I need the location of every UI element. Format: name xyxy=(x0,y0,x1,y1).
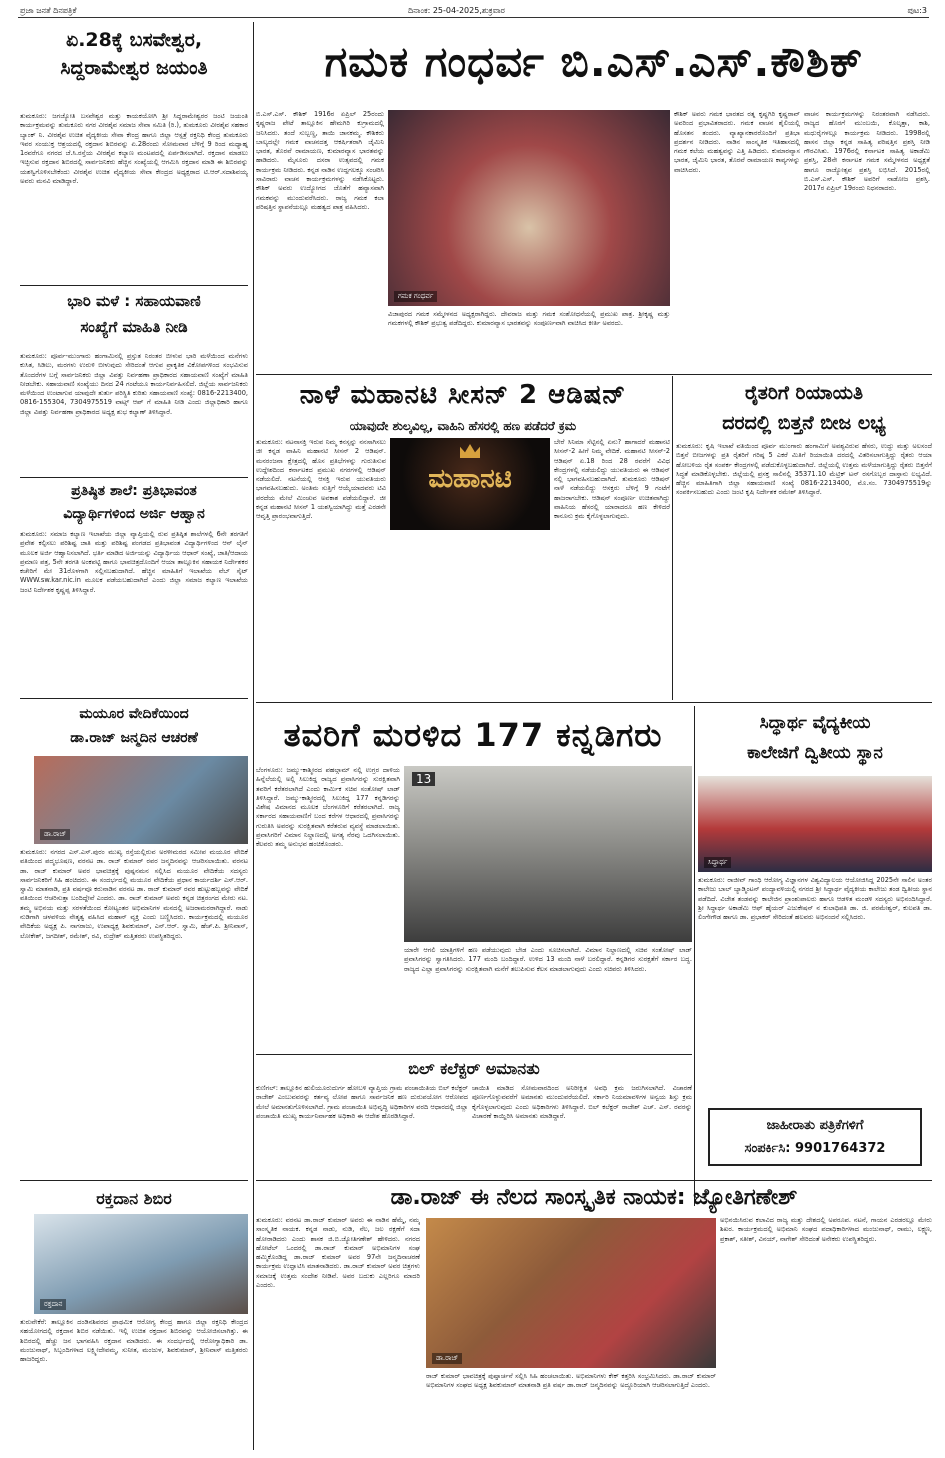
divider xyxy=(20,477,248,478)
school-body: ತುಮಕೂರು: ಸಮಾಜ ಕಲ್ಯಾಣ ಇಲಾಖೆಯ ಜಿಲ್ಲಾ ವ್ಯಾಪ್ತಿಯಲ್ಲಿ ರುವ ಪ್ರತಿಷ್ಠಿತ ಶಾಲೆಗಳಲ್ಲಿ 6ನೇ ತರಗತಿಗೆ ಪ್ರವೇಶ ಕಲ್ಪಿಸಲು ಪರಿಶಿಷ್ಟ ಜಾತಿ ಮತ್ತು ಪರಿಶಿಷ್ಟ ಪಂಗಡದ ಪ್ರತಿಭಾವಂತ ವಿದ್ಯಾರ್ಥಿಗಳಿಂದ ಆನ್ ಲೈನ್ ಮೂಲಕ ಅರ್ಜಿ ಆಹ್ವಾನಿಸಲಾಗಿದೆ. ಭರ್ತಿ ಮಾಡಿದ ಅರ್ಜಿಯನ್ನು ವಿದ್ಯಾರ್ಥಿಯ ಆಧಾರ್ ಸಂಖ್ಯೆ, ಜಾತಿ/ಆದಾಯ ಪ್ರಮಾಣ ಪತ್ರ, 5ನೇ ತರಗತಿ ಅಂಕಪಟ್ಟಿ ಹಾಗೂ ಭಾವಚಿತ್ರದೊಂದಿಗೆ ಆಯಾ ತಾಲ್ಲೂಕಿನ ಸಹಾಯಕ ನಿರ್ದೇಶಕರ ಕಚೇರಿಗೆ ಮೇ 31ರೊಳಗಾಗಿ ಸಲ್ಲಿಸಬಹುದಾಗಿದೆ. ಹೆಚ್ಚಿನ ಮಾಹಿತಿಗೆ ಇಲಾಖೆಯ ವೆಬ್ ಸೈಟ್ WWW.sw.kar.nic.in ಮೂಲಕ ಪಡೆಯಬಹುದಾಗಿದೆ ಎಂದು ಜಿಲ್ಲಾ ಸಮಾಜ ಕಲ್ಯಾಣ ಇಲಾಖೆಯ ಜಂಟಿ ನಿರ್ದೇಶಕ ಕೃಷ್ಣಪ್ಪ ತಿಳಿಸಿದ್ದಾರೆ. xyxy=(20,530,248,594)
school-title-line2: ವಿದ್ಯಾರ್ಥಿಗಳಿಂದ ಅರ್ಜಿ ಆಹ್ವಾನ xyxy=(63,506,205,522)
mayura-title-line2: ಡಾ.ರಾಜ್ ಜನ್ಮದಿನ ಆಚರಣೆ xyxy=(70,730,198,746)
column-rule xyxy=(694,706,695,1206)
gamaka-headline: ಗಮಕ ಗಂಧರ್ವ ಬಿ.ಎಸ್.ಎಸ್.ಕೌಶಿಕ್ xyxy=(324,37,864,86)
divider xyxy=(20,285,248,286)
mayura-title-line1: ಮಯೂರ ವೇದಿಕೆಯಿಂದ xyxy=(79,706,189,722)
divider xyxy=(256,374,932,375)
blood-body: ತುರುವೇಕೆರೆ: ತಾಲ್ಲೂಕಿನ ದಂಡಿನಶಿವರದ ಪ್ರಾಥಮಿಕ ಆರೋಗ್ಯ ಕೇಂದ್ರ ಹಾಗೂ ಜಿಲ್ಲಾ ರಕ್ತನಿಧಿ ಕೇಂದ್ರದ ಸಹಯೋಗದಲ್ಲಿ ರಕ್ತದಾನ ಶಿಬಿರ ನಡೆಯಿತು. ಇಲ್ಲಿ ಉಚಿತ ರಕ್ತದಾನ ಶಿಬಿರವನ್ನು ಆಯೋಜಿಸಲಾಗಿತ್ತು. ಈ ಶಿಬಿರದಲ್ಲಿ ಹೆಚ್ಚು ಜನ ಭಾಗವಹಿಸಿ ರಕ್ತದಾನ ಮಾಡಿದರು. ಈ ಸಂದರ್ಭದಲ್ಲಿ ಆರೋಗ್ಯಾಧಿಕಾರಿ ಡಾ. ಮಂಜುನಾಥ್, ಸಿಬ್ಬಂದಿಗಳಾದ ಲಕ್ಷ್ಮೀದೇವಮ್ಮ, ಸುನೀತ, ಮಂಜುಳ, ಶಿವಕುಮಾರ್, ಶ್ರೀನಿವಾಸ್ ಮತ್ತಿತರರು ಹಾಜರಿದ್ದರು. xyxy=(20,1318,248,1364)
basava-headline xyxy=(20,26,248,106)
mahanati-subheadline: ಯಾವುದೇ ಶುಲ್ಕವಿಲ್ಲ, ವಾಹಿನಿ ಹೆಸರಲ್ಲಿ ಹಣ ಪಡೆದರೆ ಕ್ರಮ xyxy=(349,419,577,433)
mayura-headline xyxy=(20,702,248,752)
collector-headline: ಬಿಲ್ ಕಲೆಕ್ಟರ್ ಅಮಾನತು xyxy=(408,1059,540,1078)
jyoti-headline: ಡಾ.ರಾಜ್ ಈ ನೆಲದ ಸಾಂಸ್ಕೃತಿಕ ನಾಯಕ: ಜ್ಯೋತಿಗಣೇಶ್ xyxy=(390,1185,798,1210)
gamaka-col4: ವಾಚನ ಕಾರ್ಯಕ್ರಮಗಳನ್ನು ನಿರಂತರವಾಗಿ ನಡೆಸಿದರು. ರಾಜ್ಯದ ಹೊರಗೆ ಮುಂಬಯಿ, ಕೊಲ್ಕತ್ತಾ, ಕಾಶಿ, ಮಧುರೈಗಳಲ್ಲೂ ಕಾರ್ಯಕ್ರಮ ನೀಡಿದರು. 1998ರಲ್ಲಿ ಹಾಸನ ಜಿಲ್ಲಾ ಕನ್ನಡ ಸಾಹಿತ್ಯ ಪರಿಷತ್ತಿನ ಪ್ರಶಸ್ತಿ ನೀಡಿ ಗೌರವಿಸಿತು. 1976ರಲ್ಲಿ ಕರ್ನಾಟಕ ಸಾಹಿತ್ಯ ಅಕಾಡೆಮಿ ಪ್ರಶಸ್ತಿ, 28ನೇ ಕರ್ನಾಟಕ ಗಮಕ ಸಮ್ಮೇಳನದ ಅಧ್ಯಕ್ಷತೆ ಹಾಗೂ ರಾಜ್ಯೋತ್ಸವ ಪ್ರಶಸ್ತಿ ಲಭಿಸಿದೆ. 2015ರಲ್ಲಿ ಬಿ.ಎಸ್.ಎಸ್. ಕೌಶಿಕ್ ಅವರಿಗೆ ನಾಡೋಜ ಪ್ರಶಸ್ತಿ. 2017ರ ಏಪ್ರಿಲ್ 19ರಂದು ನಿಧನರಾದರು. xyxy=(804,110,930,193)
basava-title-line2: ಸಿದ್ದರಾಮೇಶ್ವರ ಜಯಂತಿ xyxy=(60,57,208,79)
mahanati-logo-image xyxy=(390,438,550,530)
mayura-photo-caption: ಡಾ.ರಾಜ್ xyxy=(40,829,70,840)
mahanati-col1: ತುಮಕೂರು: ನಟನಾಸಕ್ತಿ ಇರುವ ನಿಮ್ಮ ಕನಸ್ಸನ್ನು ನನಸಾಗಿಸಲು ಜೀ ಕನ್ನಡ ವಾಹಿನಿ ಮಹಾನಟಿ ಸೀಸನ್ 2 ಆಡಿಷನ್. ಮನರಂಜನಾ ಕ್ಷೇತ್ರದಲ್ಲಿ ಹೊಸ ಪ್ರತಿಭೆಗಳನ್ನು ಗುರುತಿಸುವ ಉದ್ದೇಶದಿಂದ ಕರ್ನಾಟಕದ ಪ್ರಮುಖ ನಗರಗಳಲ್ಲಿ ಆಡಿಷನ್ ನಡೆಯಲಿದೆ. ನಟನೆಯಲ್ಲಿ ಆಸಕ್ತಿ ಇರುವ ಯುವತಿಯರು ಭಾಗವಹಿಸಬಹುದು. ಅಂತಿಮ ಸುತ್ತಿಗೆ ಆಯ್ಕೆಯಾದವರು ಟಿವಿ ಪರದೆಯ ಮೇಲೆ ಮಿಂಚುವ ಅವಕಾಶ ಪಡೆಯಲಿದ್ದಾರೆ. ಜೀ ಕನ್ನಡ ಮಹಾನಟಿ ಸೀಸನ್ 1 ಯಶಸ್ವಿಯಾಗಿದ್ದು ಮತ್ತೆ ಎರಡನೇ ಆವೃತ್ತಿ ಪ್ರಾರಂಭವಾಗುತ್ತಿದೆ. xyxy=(256,438,386,521)
kannadigas-col1: ಬೆಂಗಳೂರು: ಜಮ್ಮು-ಕಾಶ್ಮೀರದ ಪಹಲ್ಗಾಮ್ ನಲ್ಲಿ ಉಗ್ರರ ದಾಳಿಯ ಹಿನ್ನೆಲೆಯಲ್ಲಿ ಅಲ್ಲಿ ಸಿಲುಕಿದ್ದ ರಾಜ್ಯದ ಪ್ರವಾಸಿಗರನ್ನು ಸುರಕ್ಷಿತವಾಗಿ ತವರಿಗೆ ಕರೆತರಲಾಗಿದೆ ಎಂದು ಕಾರ್ಮಿಕ ಸಚಿವ ಸಂತೋಷ್ ಲಾಡ್ ತಿಳಿಸಿದ್ದಾರೆ. ಜಮ್ಮು-ಕಾಶ್ಮೀರದಲ್ಲಿ ಸಿಲುಕಿದ್ದ 177 ಕನ್ನಡಿಗರನ್ನು ವಿಶೇಷ ವಿಮಾನದ ಮೂಲಕ ಬೆಂಗಳೂರಿಗೆ ಕರೆತರಲಾಗಿದೆ. ರಾಜ್ಯ ಸರ್ಕಾರದ ಸಹಾಯವಾಣಿಗೆ ಬಂದ ಕರೆಗಳ ಆಧಾರದಲ್ಲಿ ಪ್ರವಾಸಿಗರನ್ನು ಗುರುತಿಸಿ ಅವರನ್ನು ಸುರಕ್ಷಿತವಾಗಿ ಕರೆತರುವ ವ್ಯವಸ್ಥೆ ಮಾಡಲಾಯಿತು. ಪ್ರವಾಸಿಗರಿಗೆ ವಿಮಾನ ನಿಲ್ದಾಣದಲ್ಲಿ ಅಗತ್ಯ ನೆರವು ಒದಗಿಸಲಾಯಿತು. ಕೆಲವರು ತಮ್ಮ ಅನುಭವ ಹಂಚಿಕೊಂಡರು. xyxy=(256,766,400,849)
basava-title-line1: ಏ.28ಕ್ಕೆ ಬಸವೇಶ್ವರ, xyxy=(65,29,203,51)
gamaka-photo xyxy=(388,110,670,306)
gate-number: 13 xyxy=(412,772,435,786)
column-rule xyxy=(253,22,254,1450)
siddhartha-headline xyxy=(698,708,932,772)
siddhartha-photo-caption: ಸಿದ್ಧಾರ್ಥ xyxy=(704,857,731,868)
siddhartha-body: ತುಮಕೂರು: ರಾಜೀವ್ ಗಾಂಧಿ ಆರೋಗ್ಯ ವಿಜ್ಞಾನಗಳ ವಿಶ್ವವಿದ್ಯಾಲಯ ಆಯೋಜಿಸಿದ್ದ 2025ನೇ ಸಾಲಿನ ಅಂತರ ಕಾಲೇಜು ಬಾಲ್ ಬ್ಯಾಡ್ಮಿಂಟನ್ ಪಂದ್ಯಾವಳಿಯಲ್ಲಿ ನಗರದ ಶ್ರೀ ಸಿದ್ಧಾರ್ಥ ವೈದ್ಯಕೀಯ ಕಾಲೇಜು ತಂಡ ದ್ವಿತೀಯ ಸ್ಥಾನ ಪಡೆದಿದೆ. ವಿಜೇತ ತಂಡವನ್ನು ಕಾಲೇಜಿನ ಪ್ರಾಂಶುಪಾಲರು ಹಾಗೂ ಆಡಳಿತ ಮಂಡಳಿ ಸದಸ್ಯರು ಅಭಿನಂದಿಸಿದ್ದಾರೆ. ಶ್ರೀ ಸಿದ್ಧಾರ್ಥ ಅಕಾಡೆಮಿ ಆಫ್ ಹೈಯರ್ ಎಜುಕೇಷನ್ ನ ಕುಲಾಧಿಪತಿ ಡಾ. ಜಿ. ಪರಮೇಶ್ವರ್, ಕುಲಪತಿ ಡಾ. ಲಿಂಗೇಗೌಡ ಹಾಗೂ ಡಾ. ಪ್ರಭಾಕರ್ ಸೇರಿದಂತೆ ಹಲವರು ಅಭಿನಂದನೆ ಸಲ್ಲಿಸಿದರು. xyxy=(698,876,932,922)
rain-title-line2: ಸಂಖ್ಯೆಗೆ ಮಾಹಿತಿ ನೀಡಿ xyxy=(80,318,188,336)
seed-body: ತುಮಕೂರು: ಕೃಷಿ ಇಲಾಖೆ ವತಿಯಿಂದ ಪೂರ್ವ ಮುಂಗಾರು ಹಂಗಾಮಿಗೆ ಅವಶ್ಯವಿರುವ ಹೆಸರು, ಉದ್ದು ಮತ್ತು ಅಲಸಂದೆ ಬಿತ್ತನೆ ಬೀಜಗಳನ್ನು ಪ್ರತಿ ರೈತರಿಗೆ ಗರಿಷ್ಠ 5 ಎಕರೆ ಮಿತಿಗೆ ರಿಯಾಯಿತಿ ದರದಲ್ಲಿ ವಿತರಿಸಲಾಗುತ್ತಿದ್ದು ರೈತರು ಆಯಾ ಹೋಬಳಿಯ ರೈತ ಸಂಪರ್ಕ ಕೇಂದ್ರಗಳಲ್ಲಿ ಪಡೆದುಕೊಳ್ಳಬಹುದಾಗಿದೆ. ಜಿಲ್ಲೆಯಲ್ಲಿ ಉತ್ತಮ ಮಳೆಯಾಗುತ್ತಿದ್ದು ರೈತರು ಬಿತ್ತನೆಗೆ ಸಿದ್ಧತೆ ಮಾಡಿಕೊಳ್ಳಬೇಕು. ಜಿಲ್ಲೆಯಲ್ಲಿ ಪ್ರಸಕ್ತ ಸಾಲಿನಲ್ಲಿ 35371.10 ಮೆಟ್ರಿಕ್ ಟನ್ ರಸಗೊಬ್ಬರ ದಾಸ್ತಾನು ಲಭ್ಯವಿದೆ. ಹೆಚ್ಚಿನ ಮಾಹಿತಿಗಾಗಿ ಜಿಲ್ಲಾ ಸಹಾಯವಾಣಿ ಸಂಖ್ಯೆ 0816-2213400, ಮೊ.ಸಂ. 7304975519ನ್ನು ಸಂಪರ್ಕಿಸಬಹುದು ಎಂದು ಜಂಟಿ ಕೃಷಿ ನಿರ್ದೇಶಕ ರಮೇಶ್ ತಿಳಿಸಿದ್ದಾರೆ. xyxy=(676,442,932,497)
rain-headline xyxy=(20,288,248,346)
basava-body: ತುಮಕೂರು: ಜಗಜ್ಯೋತಿ ಬಸವೇಶ್ವರ ಮತ್ತು ಕಾಯಕಯೋಗಿ ಶ್ರೀ ಸಿದ್ದರಾಮೇಶ್ವರರ ಜಂಟಿ ಜಯಂತಿ ಕಾರ್ಯಕ್ರಮವನ್ನು ತುಮಕೂರು ನಗರ ವೀರಶೈವ ಸಮಾಜ ಸೇವಾ ಸಮಿತಿ (ರಿ.), ತುಮಕೂರು ವೀರಶೈವ ಸಹಕಾರ ಬ್ಯಾಂಕ್ ನಿ. ವೀರಶೈವ ಉಚಿತ ವೈದ್ಯಕೀಯ ಸೇವಾ ಕೇಂದ್ರ ಹಾಗೂ ಜಿಲ್ಲಾ ಆಸ್ಪತ್ರೆ ರಕ್ತನಿಧಿ ಕೇಂದ್ರ ತುಮಕೂರು ಇವರ ಸಂಯುಕ್ತ ಆಶ್ರಯದಲ್ಲಿ ರಕ್ತದಾನ ಶಿಬಿರವನ್ನು ಏ.28ರಂದು ಸೋಮವಾರ ಬೆಳಿಗ್ಗೆ 9 ರಿಂದ ಮಧ್ಯಾಹ್ನ 1ರವರೆಗೂ ನಗರದ ಜೆ.ಸಿ.ರಸ್ತೆಯ ವೀರಶೈವ ಕಲ್ಯಾಣ ಮಂಟಪದಲ್ಲಿ ಏರ್ಪಡಿಸಲಾಗಿದೆ. ರಕ್ತದಾನ ಮಾಡಲು ಇಚ್ಛಿಸುವ ರಕ್ತದಾನ ಶಿಬಿರದಲ್ಲಿ ಸಾರ್ವಜನಿಕರು ಹೆಚ್ಚಿನ ಸಂಖ್ಯೆಯಲ್ಲಿ ಆಗಮಿಸಿ ರಕ್ತದಾನ ಮಾಡಿ ಈ ಶಿಬಿರವನ್ನು ಯಶಸ್ವಿಗೊಳಿಸಬೇಕೆಂದು ವೀರಶೈವ ಉಚಿತ ವೈದ್ಯಕೀಯ ಸೇವಾ ಕೇಂದ್ರದ ಅಧ್ಯಕ್ಷರಾದ ಟಿ.ಆರ್.ಸದಾಶಿವಯ್ಯ ಅವರು ಮನವಿ ಮಾಡಿದ್ದಾರೆ. xyxy=(20,112,248,186)
kannadigas-headline: ತವರಿಗೆ ಮರಳಿದ 177 ಕನ್ನಡಿಗರು xyxy=(283,716,663,754)
seed-title-line2: ದರದಲ್ಲಿ ಬಿತ್ತನೆ ಬೀಜ ಲಭ್ಯ xyxy=(722,412,886,434)
kannadigas-col2: ಯಾರೇ ಆಗಲಿ ಯಾತ್ರಿಗಳಿಗೆ ಹಣ ಪಡೆಯುವುದು ಬೇಡ ಎಂದು ಸೂಚಿಸಲಾಗಿದೆ. ವಿಮಾನ ನಿಲ್ದಾಣದಲ್ಲಿ ಸಚಿವ ಸಂತೋಷ್ ಲಾಡ್ ಪ್ರವಾಸಿಗರನ್ನು ಸ್ವಾಗತಿಸಿದರು. 177 ಮಂದಿ ಬಂದಿದ್ದಾರೆ. ಉಳಿದ 13 ಮಂದಿ ನಾಳೆ ಬರಲಿದ್ದಾರೆ. ಕನ್ನಡಿಗರ ಸುರಕ್ಷತೆಗೆ ಸರ್ಕಾರ ಬದ್ಧ. ರಾಜ್ಯದ ಎಲ್ಲಾ ಪ್ರವಾಸಿಗರನ್ನು ಸುರಕ್ಷಿತವಾಗಿ ಮನೆಗೆ ತಲುಪಿಸುವ ಕೆಲಸ ಮಾಡಲಾಗುವುದು ಎಂದು ಸಚಿವರು ತಿಳಿಸಿದರು. xyxy=(404,946,692,973)
column-rule xyxy=(672,376,673,700)
jyoti-photo-caption: ಡಾ.ರಾಜ್ xyxy=(432,1353,462,1364)
rain-body: ತುಮಕೂರು: ಪೂರ್ವ-ಮುಂಗಾರು ಹಂಗಾಮಿನಲ್ಲಿ ಪ್ರಸ್ತುತ ನಿರಂತರ ಬೀಳುವ ಭಾರಿ ಮಳೆಯಿಂದ ಮನೆಗಳು ಕುಸಿತ, ಸಿಡಿಲು, ಮರಗಳು ಉರುಳಿ ಬೀಳುವುದು ಸೇರಿದಂತೆ ಆಗುವ ಪ್ರಾಕೃತಿಕ ವಿಕೋಪಗಳಿಂದ ಸಂಭವಿಸುವ ತೊಂದರೆಗಳ ಬಗ್ಗೆ ಸಾರ್ವಜನಿಕರು ಜಿಲ್ಲಾ ವಿಪತ್ತು ನಿರ್ವಹಣಾ ಪ್ರಾಧಿಕಾರದ ಸಹಾಯವಾಣಿ ಸಂಖ್ಯೆಗೆ ಮಾಹಿತಿ ನೀಡಬೇಕು. ಸಹಾಯವಾಣಿ ಸಂಖ್ಯೆಯು ದಿನದ 24 ಗಂಟೆಯೂ ಕಾರ್ಯನಿರ್ವಹಿಸಲಿದೆ. ಜಿಲ್ಲೆಯ ಸಾರ್ವಜನಿಕರು ಮಳೆಯಿಂದ ಉಂಟಾಗುವ ಯಾವುದೇ ತುರ್ತು ಪರಿಸ್ಥಿತಿ ಕುರಿತು ಸಹಾಯವಾಣಿ ಸಂಖ್ಯೆ: 0816-2213400, 0816-155304, 7304975519 ವಾಟ್ಸ್ ಆಪ್ ಗೆ ಮಾಹಿತಿ ನೀಡಿ ಎಂದು ಜಿಲ್ಲಾಧಿಕಾರಿ ಹಾಗೂ ಜಿಲ್ಲಾ ವಿಪತ್ತು ನಿರ್ವಹಣಾ ಪ್ರಾಧಿಕಾರದ ಅಧ್ಯಕ್ಷ ಶುಭ ಕಲ್ಯಾಣ್ ತಿಳಿಸಿದ್ದಾರೆ. xyxy=(20,352,248,416)
masthead-paper-name: ಪ್ರಜಾ ಜನತೆ ದಿನಪತ್ರಿಕೆ xyxy=(20,6,77,15)
airport-photo xyxy=(404,766,692,942)
divider xyxy=(256,702,932,703)
mayura-body: ತುಮಕೂರು: ನಗರದ ಎಸ್.ಎಸ್.ಪುರಂ ಮುಖ್ಯ ರಸ್ತೆಯಲ್ಲಿರುವ ಅರಳೀಮರದ ಸಮೀಪ ಮಯೂರ ವೇದಿಕೆ ವತಿಯಿಂದ ಪದ್ಮಭೂಷಣ, ವರನಟ ಡಾ. ರಾಜ್ ಕುಮಾರ್ ರವರ ಜನ್ಮದಿನವನ್ನು ಆಚರಿಸಲಾಯಿತು. ವರನಟ ಡಾ. ರಾಜ್ ಕುಮಾರ್ ಅವರ ಭಾವಚಿತ್ರಕ್ಕೆ ಪುಷ್ಪನಮನ ಸಲ್ಲಿಸಿದ ಮಯೂರ ವೇದಿಕೆಯ ಸದಸ್ಯರು ಸಾರ್ವಜನಿಕರಿಗೆ ಸಿಹಿ ಹಂಚಿದರು. ಈ ಸಂದರ್ಭದಲ್ಲಿ ಮಯೂರ ವೇದಿಕೆಯ ಪ್ರಧಾನ ಕಾರ್ಯದರ್ಶಿ ಎಸ್.ಆರ್. ಸ್ವಾಮಿ ಮಾತನಾಡಿ, ಪ್ರತಿ ವರ್ಷವೂ ಕರುನಾಡಿನ ವರನಟ ಡಾ. ರಾಜ್ ಕುಮಾರ್ ರವರ ಹುಟ್ಟುಹಬ್ಬವನ್ನು ವೇದಿಕೆ ವತಿಯಿಂದ ಆಚರಿಸುತ್ತಾ ಬಂದಿದ್ದೇವೆ ಎಂದರು. ಡಾ. ರಾಜ್ ಕುಮಾರ್ ಅವರು ಕನ್ನಡ ಚಿತ್ರರಂಗದ ಮೇರು ನಟ. ತಮ್ಮ ಅಭಿನಯ ಮತ್ತು ಸರಳತೆಯಿಂದ ಕೋಟ್ಯಂತರ ಅಭಿಮಾನಿಗಳ ಮನದಲ್ಲಿ ಅಜರಾಮರರಾಗಿದ್ದಾರೆ. ನಾಡು ನುಡಿಗಾಗಿ ಚಳವಳಿಯ ನೇತೃತ್ವ ವಹಿಸಿದ ಮಹಾನ್ ವ್ಯಕ್ತಿ ಎಂದು ಬಣ್ಣಿಸಿದರು. ಕಾರ್ಯಕ್ರಮದಲ್ಲಿ ಮಯೂರ ವೇದಿಕೆಯ ಅಧ್ಯಕ್ಷ ಪಿ. ನಾಗರಾಜು, ಉಪಾಧ್ಯಕ್ಷ ಶಿವಕುಮಾರ್, ಎನ್.ಆರ್. ಸ್ವಾಮಿ, ಹೆಚ್.ಪಿ. ಶ್ರೀನಿವಾಸ್, ಲೋಕೇಶ್, ಜಗದೀಶ್, ರಮೇಶ್, ರವಿ, ರುದ್ರೇಶ್ ಮತ್ತಿತರರು ಉಪಸ್ಥಿತರಿದ್ದರು. xyxy=(20,848,248,940)
divider xyxy=(20,698,248,699)
blood-headline: ರಕ್ತದಾನ ಶಿಬಿರ xyxy=(96,1189,172,1208)
school-title-line1: ಪ್ರತಿಷ್ಠಿತ ಶಾಲೆ: ಪ್ರತಿಭಾವಂತ xyxy=(71,483,197,499)
mahanati-headline: ನಾಳೆ ಮಹಾನಟಿ ಸೀಸನ್ 2 ಆಡಿಷನ್ xyxy=(299,380,627,410)
crown-icon xyxy=(460,444,480,458)
advert-line1: ಜಾಹೀರಾತು ಪತ್ರಿಕೆಗಳಿಗೆ xyxy=(766,1118,864,1133)
advert-box xyxy=(708,1108,922,1166)
jyoti-col3: ಅಭಿನಯಿಸಿರುವ ಕಲಾವಿದ ರಾಜ್ಯ ಮತ್ತು ದೇಶದಲ್ಲಿ ಅಪರೂಪ. ನಟನೆ, ಗಾಯನ ಎರಡರಲ್ಲೂ ಮೇರು ಶಿಖರ. ಕಾರ್ಯಕ್ರಮದಲ್ಲಿ ಅಭಿಮಾನಿ ಸಂಘದ ಪದಾಧಿಕಾರಿಗಳಾದ ಮಂಜುನಾಥ್, ರಾಮು, ಲಕ್ಷ್ಮಣ, ಪ್ರಕಾಶ್, ಸತೀಶ್, ವಿನಯ್, ನಾಗೇಶ್ ಸೇರಿದಂತೆ ಅನೇಕರು ಉಪಸ್ಥಿತರಿದ್ದರು. xyxy=(720,1216,932,1243)
school-headline xyxy=(20,480,248,528)
siddhartha-title-line1: ಸಿದ್ಧಾರ್ಥ ವೈದ್ಯಕೀಯ xyxy=(759,713,871,733)
siddhartha-title-line2: ಕಾಲೇಜಿಗೆ ದ್ವಿತೀಯ ಸ್ಥಾನ xyxy=(747,743,883,763)
rain-title-line1: ಭಾರಿ ಮಳೆ : ಸಹಾಯವಾಣಿ xyxy=(67,292,201,310)
jyoti-photo xyxy=(426,1218,716,1368)
jyoti-col2: ರಾಜ್ ಕುಮಾರ್ ಭಾವಚಿತ್ರಕ್ಕೆ ಪುಷ್ಪಾರ್ಚನೆ ಸಲ್ಲಿಸಿ ಸಿಹಿ ಹಂಚಲಾಯಿತು. ಅಭಿಮಾನಿಗಳು ಕೇಕ್ ಕತ್ತರಿಸಿ ಸಂಭ್ರಮಿಸಿದರು. ಡಾ.ರಾಜ್ ಕುಮಾರ್ ಅಭಿಮಾನಿಗಳ ಸಂಘದ ಅಧ್ಯಕ್ಷ ಶಿವಕುಮಾರ್ ಮಾತನಾಡಿ ಪ್ರತಿ ವರ್ಷ ಡಾ.ರಾಜ್ ಜನ್ಮದಿನವನ್ನು ಅದ್ದೂರಿಯಾಗಿ ಆಚರಿಸಲಾಗುತ್ತಿದೆ ಎಂದರು. xyxy=(426,1372,716,1390)
siddhartha-photo xyxy=(698,776,932,872)
gamaka-col2: ವಿಜಾಪುರದ ಗಮಕ ಸಮ್ಮೇಳನದ ಅಧ್ಯಕ್ಷರಾಗಿದ್ದರು. ದೇವರಾಜ ಮತ್ತು ಗಮಕ ಸಂಶೋಧನೆಯಲ್ಲಿ ಪ್ರಮುಖ ಪಾತ್ರ. ಶ್ರೀಕೃಷ್ಣ ಮತ್ತು ಗಮಕಗಳಲ್ಲಿ ಕೌಶಿಕ್ ಪ್ರಭುತ್ವ ಪಡೆದಿದ್ದರು. ಕುಮಾರವ್ಯಾಸ ಭಾರತವನ್ನು ಸಂಪೂರ್ಣವಾಗಿ ವಾಚಿಸಿದ ಕೀರ್ತಿ ಅವರದು. xyxy=(388,310,670,328)
advert-phone: ಸಂಪರ್ಕಿಸಿ: 9901764372 xyxy=(744,1141,886,1156)
mayura-photo xyxy=(34,756,248,844)
gamaka-col1: ಬಿ.ಎಸ್.ಎಸ್. ಕೌಶಿಕ್ 1916ರ ಏಪ್ರಿಲ್ 25ರಂದು ಕೃಷ್ಣರಾಜ ಪೇಟೆ ತಾಲ್ಲೂಕಿನ ಹೇಮಗಿರಿ ಕುಗ್ರಾಮದಲ್ಲಿ ಜನಿಸಿದರು. ತಂದೆ ಸುಬ್ಬಣ್ಣ, ತಾಯಿ ಜಾನಕಮ್ಮ. ಕೌಶಿಕರು ಬಾಲ್ಯದಲ್ಲೇ ಗಮಕ ವಾಚನದತ್ತ ಆಕರ್ಷಿತರಾಗಿ ಜೈಮಿನಿ ಭಾರತ, ತೊರವೆ ರಾಮಾಯಣ, ಕುಮಾರವ್ಯಾಸ ಭಾರತವನ್ನು ಹಾಡಿದರು. ಮೈಸೂರು ದಸರಾ ಉತ್ಸವದಲ್ಲಿ ಗಮಕ ಕಾರ್ಯಕ್ರಮ ನೀಡಿದರು. ಕನ್ನಡ ನಾಡಿನ ಉದ್ದಗಲಕ್ಕೂ ಸಂಚರಿಸಿ ಸಾವಿರಾರು ವಾಚನ ಕಾರ್ಯಕ್ರಮಗಳನ್ನು ನಡೆಸಿಕೊಟ್ಟರು. ಕೌಶಿಕ್ ಅವರು ಉದ್ಯೋಗದ ಜೊತೆಗೆ ಹವ್ಯಾಸವಾಗಿ ಗಮಕವನ್ನು ಮುಂದುವರೆಸಿದರು. ರಾಜ್ಯ ಗಮಕ ಕಲಾ ಪರಿಷತ್ತಿನ ಸ್ಥಾಪನೆಯಲ್ಲೂ ಮಹತ್ವದ ಪಾತ್ರ ವಹಿಸಿದರು. xyxy=(256,110,384,211)
blood-photo-caption: ರಕ್ತದಾನ xyxy=(40,1299,66,1310)
masthead-bar xyxy=(18,6,929,18)
divider xyxy=(20,1180,248,1181)
divider xyxy=(256,1180,932,1181)
blood-photo xyxy=(34,1214,248,1314)
divider xyxy=(256,1054,692,1055)
collector-col2: ಚಾಯಿತಿ ಮಾಡಿದ ಸೋಮವಾರದಿಂದ ಅನಿರೀಕ್ಷಿತ ಅವಧಿ ಕ್ರಮ ಜರುಗಿಸಲಾಗಿದೆ. ವಿಚಾರಣೆ ಪೂರ್ಣಗೊಳ್ಳುವವರೆಗೆ ಅಮಾನತು ಮುಂದುವರೆಯಲಿದೆ. ಸರ್ಕಾರಿ ನಿಯಮಾವಳಿಗಳ ಅನ್ವಯ ಶಿಸ್ತು ಕ್ರಮ ಕೈಗೊಳ್ಳಲಾಗುವುದು ಎಂದು ಅಧಿಕಾರಿಗಳು ತಿಳಿಸಿದ್ದಾರೆ. ಬಿಲ್ ಕಲೆಕ್ಟರ್ ರಾಜೇಶ್ ಎಚ್. ಎಸ್. ರವರನ್ನು ವಿಚಾರಣೆ ಕಾಯ್ದಿರಿಸಿ ಅಮಾನತು ಮಾಡಿದ್ದಾರೆ. xyxy=(472,1084,692,1120)
mahanati-logo-text: ಮಹಾನಟಿ xyxy=(428,464,512,494)
seed-title-line1: ರೈತರಿಗೆ ರಿಯಾಯತಿ xyxy=(744,382,864,404)
gamaka-col3: ಕೌಶಿಕ್ ಅವರು ಗಮಕ ಭಾರತದ ರತ್ನ ಕೃಷ್ಣಗಿರಿ ಕೃಷ್ಣರಾವ್ ಅವರಿಂದ ಪ್ರಭಾವಿತರಾದರು. ಗಮಕ ವಾಚನ ಶೈಲಿಯಲ್ಲಿ ಹೊಸತನ ತಂದರು. ವ್ಯಾಖ್ಯಾನಕಾರರೊಂದಿಗೆ ಪ್ರತಿಭಾ ಪ್ರದರ್ಶನ ನೀಡಿದರು. ನಾಡಿನ ಸಾಂಸ್ಕೃತಿಕ ಇತಿಹಾಸದಲ್ಲಿ ಗಮಕ ಕಲೆಯ ಮಹತ್ವವನ್ನು ಎತ್ತಿ ಹಿಡಿದರು. ಕುಮಾರವ್ಯಾಸ ಭಾರತ, ಜೈಮಿನಿ ಭಾರತ, ತೊರವೆ ರಾಮಾಯಣ ಕಾವ್ಯಗಳನ್ನು ವಾಚಿಸಿದರು. xyxy=(674,110,800,174)
jyoti-col1: ತುಮಕೂರು: ವರನಟ ಡಾ.ರಾಜ್ ಕುಮಾರ್ ಅವರು ಈ ನಾಡಿನ ಹೆಮ್ಮೆ, ನಮ್ಮ ಸಾಂಸ್ಕೃತಿಕ ನಾಯಕ. ಕನ್ನಡ ನಾಡು, ನುಡಿ, ನೆಲ, ಜಲ ರಕ್ಷಣೆಗೆ ಸದಾ ಹೋರಾಡಿದರು ಎಂದು ಶಾಸಕ ಜಿ.ಬಿ.ಜ್ಯೋತಿಗಣೇಶ್ ಹೇಳಿದರು. ನಗರದ ಹೋಟೆಲ್ ಒಂದರಲ್ಲಿ ಡಾ.ರಾಜ್ ಕುಮಾರ್ ಅಭಿಮಾನಿಗಳ ಸಂಘ ಹಮ್ಮಿಕೊಂಡಿದ್ದ ಡಾ.ರಾಜ್ ಕುಮಾರ್ ಅವರ 97ನೇ ಜನ್ಮದಿನಾಚರಣೆ ಕಾರ್ಯಕ್ರಮ ಉದ್ಘಾಟಿಸಿ ಮಾತನಾಡಿದರು. ಡಾ.ರಾಜ್ ಕುಮಾರ್ ಅವರ ಚಿತ್ರಗಳು ಸಮಾಜಕ್ಕೆ ಉತ್ತಮ ಸಂದೇಶ ನೀಡಿವೆ. ಅವರ ಬದುಕು ಎಲ್ಲರಿಗೂ ಮಾದರಿ ಎಂದರು. xyxy=(256,1216,420,1290)
masthead-date: ದಿನಾಂಕ: 25-04-2025,ಶುಕ್ರವಾರ xyxy=(408,6,505,15)
collector-col1: ಕುಣಿಗಲ್: ತಾಲ್ಲೂಕಿನ ಹುಲಿಯೂರುದುರ್ಗ ಹೋಬಳಿ ವ್ಯಾಪ್ತಿಯ ಗ್ರಾಮ ಪಂಚಾಯಿತಿಯ ಬಿಲ್ ಕಲೆಕ್ಟರ್ ರಾಜೇಶ್ ಎಂಬುವವರನ್ನು ಕರ್ತವ್ಯ ಲೋಪ ಹಾಗೂ ಸಾರ್ವಜನಿಕ ಹಣ ದುರುಪಯೋಗ ಆರೋಪದ ಮೇಲೆ ಅಮಾನತುಗೊಳಿಸಲಾಗಿದೆ. ಗ್ರಾಮ ಪಂಚಾಯಿತಿ ಅಭಿವೃದ್ಧಿ ಅಧಿಕಾರಿಗಳ ವರದಿ ಆಧಾರದಲ್ಲಿ ಜಿಲ್ಲಾ ಪಂಚಾಯಿತಿ ಮುಖ್ಯ ಕಾರ್ಯನಿರ್ವಾಹಕ ಅಧಿಕಾರಿ ಈ ಆದೇಶ ಹೊರಡಿಸಿದ್ದಾರೆ. xyxy=(256,1084,468,1120)
gamaka-photo-caption: ಗಮಕ ಗಂಧರ್ವ xyxy=(394,291,437,302)
masthead-page: ಪುಟ:3 xyxy=(907,6,927,15)
seed-headline xyxy=(676,378,932,438)
mahanati-col2: ಬೇರೆ ಸಿನಿಮಾ ಸೆಟ್ಟಿನಲ್ಲಿ ಏನು? ಹಾಗಾದರೆ ಮಹಾನಟಿ ಸೀಸನ್-2 ಹೀಗೆ ನಿಮ್ಮ ವೇದಿಕೆ. ಮಹಾನಟಿ ಸೀಸನ್-2 ಆಡಿಷನ್ ಏ.18 ರಿಂದ 28 ರವರೆಗೆ ವಿವಿಧ ಕೇಂದ್ರಗಳಲ್ಲಿ ನಡೆಯಲಿದ್ದು ಯುವತಿಯರು ಈ ಆಡಿಷನ್ ನಲ್ಲಿ ಭಾಗವಹಿಸಬಹುದಾಗಿದೆ. ತುಮಕೂರು ಆಡಿಷನ್ ನಾಳೆ ನಡೆಯಲಿದ್ದು ಆಸಕ್ತರು ಬೆಳಿಗ್ಗೆ 9 ಗಂಟೆಗೆ ಹಾಜರಾಗಬೇಕು. ಆಡಿಷನ್ ಸಂಪೂರ್ಣ ಉಚಿತವಾಗಿದ್ದು ವಾಹಿನಿಯ ಹೆಸರಲ್ಲಿ ಯಾರಾದರೂ ಹಣ ಕೇಳಿದರೆ ಕಾನೂನು ಕ್ರಮ ಕೈಗೊಳ್ಳಲಾಗುವುದು. xyxy=(554,438,670,521)
